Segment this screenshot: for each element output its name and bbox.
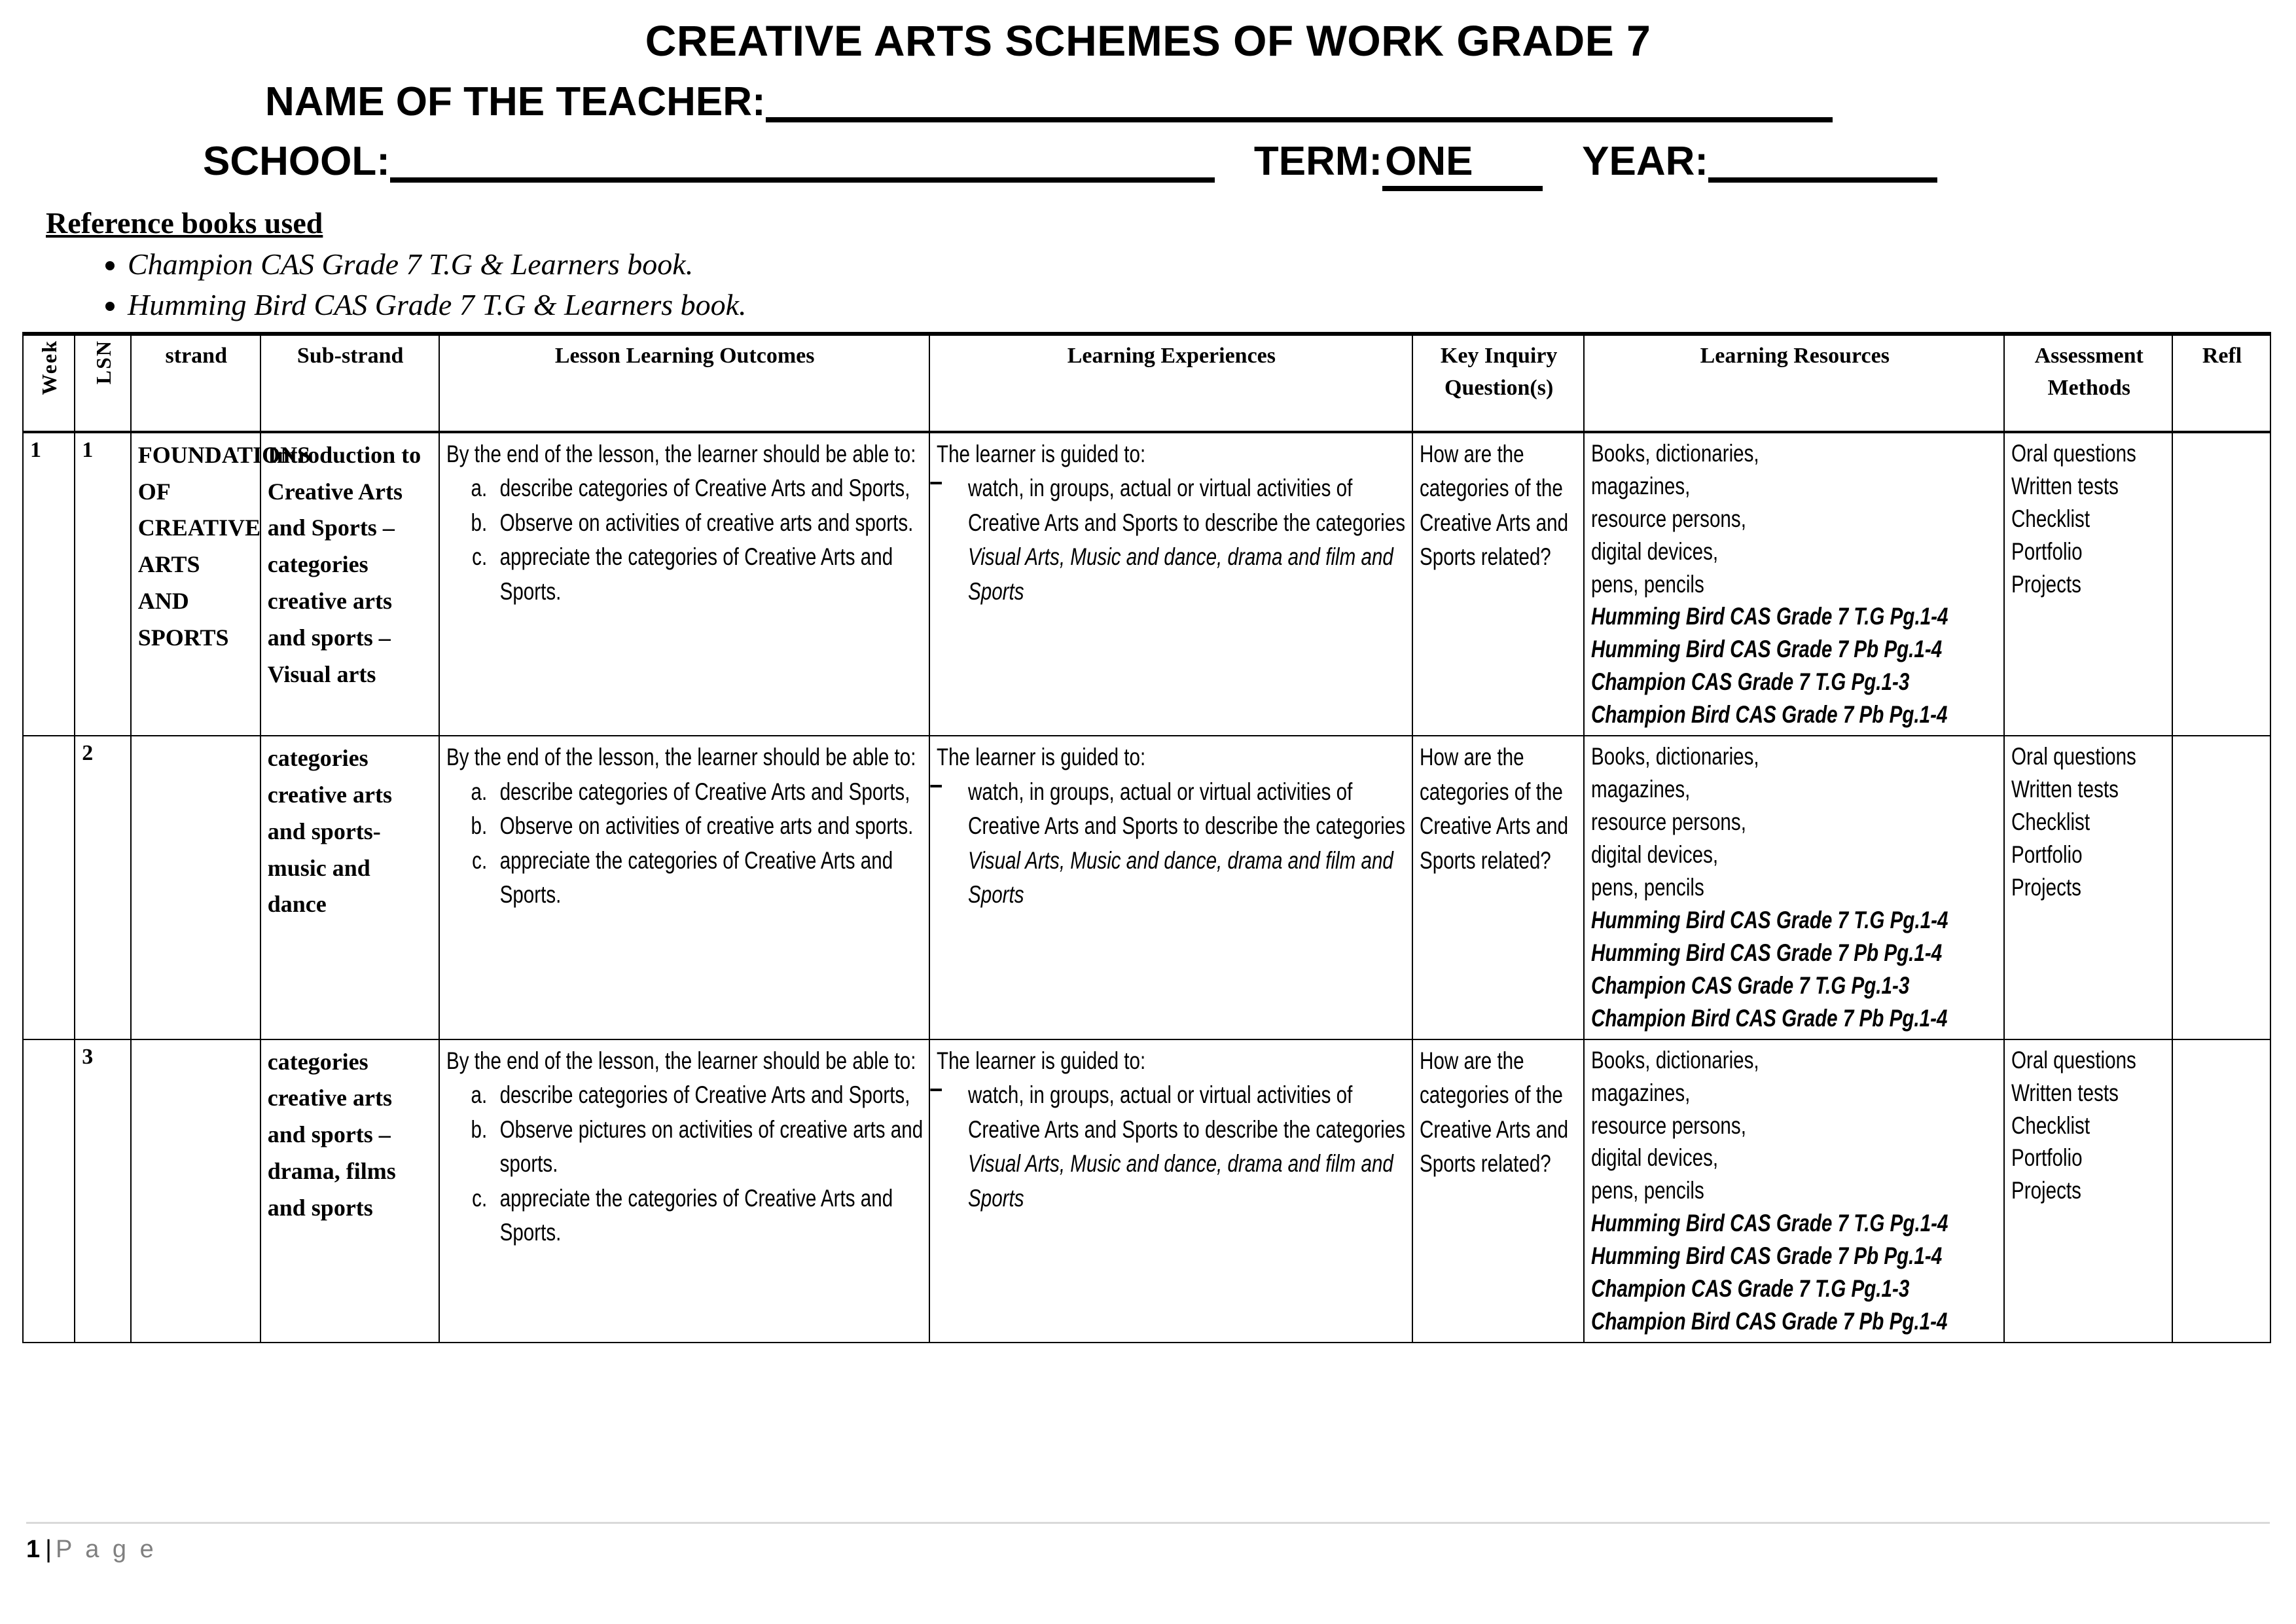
dash-bullet-icon (930, 482, 942, 484)
column-header-strand: strand (131, 334, 260, 432)
table-row (23, 432, 2270, 736)
le-intro: The learner is guided to: (936, 440, 1145, 467)
le-item (968, 775, 1407, 912)
cell-lsn: 3 (75, 1039, 131, 1343)
am-item: Oral questions (2011, 439, 2137, 467)
lr-item: Books, dictionaries, (1591, 439, 1759, 467)
schemes-of-work-table (22, 332, 2271, 1343)
reference-books-heading: Reference books used (46, 206, 323, 240)
lr-book-ref: Champion CAS Grade 7 T.G Pg.1-3 (1591, 1275, 1910, 1303)
column-header-key-inquiry-questions (1412, 334, 1584, 432)
table-row (23, 1039, 2270, 1343)
reference-book-item: • Humming Bird CAS Grade 7 T.G & Learners book. (128, 285, 2296, 325)
lr-book-ref: Humming Bird CAS Grade 7 T.G Pg.1-4 (1591, 906, 1948, 933)
dash-bullet-icon (930, 785, 942, 787)
cell-strand (131, 736, 260, 1039)
llo-item: a. describe categories of Creative Arts and Sports, (492, 471, 924, 506)
am-label-line1: Assessment (2034, 343, 2144, 368)
llo-intro: By the end of the lesson, the learner should be able to: (446, 440, 916, 467)
le-list (937, 471, 1407, 609)
le-intro: The learner is guided to: (936, 744, 1145, 771)
lr-item: Books, dictionaries, (1591, 1046, 1759, 1074)
cell-week (23, 1039, 75, 1343)
column-header-sub-strand: Sub-strand (260, 334, 439, 432)
kiq-text: How are the categories of the Creative Arts and Sports related? (1420, 744, 1569, 874)
footer-page-indicator (26, 1536, 2270, 1564)
column-header-lesson-learning-outcomes: Lesson Learning Outcomes (439, 334, 929, 432)
cell-learning-experiences (929, 736, 1412, 1039)
column-header-lsn: LSN (75, 334, 131, 432)
cell-learning-resources (1584, 736, 2004, 1039)
lr-book-ref: Champion CAS Grade 7 T.G Pg.1-3 (1591, 668, 1910, 696)
cell-assessment-methods (2004, 432, 2172, 736)
lr-book-ref: Humming Bird CAS Grade 7 T.G Pg.1-4 (1591, 603, 1948, 630)
le-item-plain: watch, in groups, actual or virtual activities of Creative Arts and Sports to describe the categories (967, 475, 1405, 536)
lr-list (1591, 740, 1998, 1034)
column-header-learning-experiences: Learning Experiences (929, 334, 1412, 432)
le-item-plain: watch, in groups, actual or virtual activities of Creative Arts and Sports to describe the categories (967, 1081, 1405, 1143)
cell-learning-experiences (929, 432, 1412, 736)
llo-item: b. Observe pictures on activities of creative arts and sports. (492, 1113, 924, 1182)
am-item: Oral questions (2011, 1046, 2137, 1074)
lr-item: pens, pencils (1591, 1177, 1705, 1204)
llo-list (446, 1078, 924, 1250)
am-item: Projects (2011, 570, 2082, 598)
am-item: Checklist (2011, 505, 2090, 532)
lr-book-ref: Humming Bird CAS Grade 7 Pb Pg.1-4 (1591, 1242, 1943, 1270)
cell-lesson-learning-outcomes (439, 736, 929, 1039)
llo-list (446, 775, 924, 912)
am-item: Checklist (2011, 808, 2090, 836)
footer-page-number: 1 (26, 1536, 41, 1563)
cell-lsn: 2 (75, 736, 131, 1039)
llo-intro: By the end of the lesson, the learner should be able to: (446, 744, 916, 771)
am-item: Written tests (2011, 472, 2119, 499)
page-title: CREATIVE ARTS SCHEMES OF WORK GRADE 7 (645, 16, 1651, 65)
kiq-label-line1: Key Inquiry (1440, 343, 1558, 368)
am-item: Portfolio (2011, 537, 2083, 565)
lr-book-ref: Champion Bird CAS Grade 7 Pb Pg.1-4 (1591, 1004, 1948, 1032)
cell-learning-experiences (929, 1039, 1412, 1343)
le-intro: The learner is guided to: (936, 1047, 1145, 1074)
le-item (968, 1078, 1407, 1216)
lr-item: Books, dictionaries, (1591, 743, 1759, 770)
column-header-week: Week (23, 334, 75, 432)
am-item: Projects (2011, 1177, 2082, 1204)
cell-lesson-learning-outcomes (439, 1039, 929, 1343)
footer-separator: | (45, 1536, 52, 1563)
am-item: Checklist (2011, 1111, 2090, 1139)
cell-sub-strand: categories creative arts and sports – drama, films and sports (260, 1039, 439, 1343)
column-header-assessment-methods (2004, 334, 2172, 432)
le-list (937, 1078, 1407, 1216)
lr-book-ref: Humming Bird CAS Grade 7 T.G Pg.1-4 (1591, 1210, 1948, 1237)
am-item: Projects (2011, 873, 2082, 901)
am-label-line2: Methods (2047, 376, 2130, 401)
lr-item: digital devices, (1591, 1144, 1719, 1172)
year-value-blank[interactable] (1708, 142, 1937, 183)
am-list (2011, 437, 2166, 601)
cell-learning-resources (1584, 432, 2004, 736)
llo-intro: By the end of the lesson, the learner should be able to: (446, 1047, 916, 1074)
kiq-text: How are the categories of the Creative Arts and Sports related? (1420, 1047, 1569, 1178)
cell-lesson-learning-outcomes (439, 432, 929, 736)
llo-item: b. Observe on activities of creative arts and sports. (492, 809, 924, 844)
dash-bullet-icon (930, 1089, 942, 1091)
column-header-learning-resources: Learning Resources (1584, 334, 2004, 432)
term-value[interactable]: ONE (1382, 137, 1543, 190)
school-term-year-line (0, 126, 2296, 190)
lr-item: magazines, (1591, 472, 1691, 499)
cell-week (23, 736, 75, 1039)
schemes-table-wrapper (0, 325, 2271, 1343)
llo-item: a. describe categories of Creative Arts and Sports, (492, 775, 924, 810)
le-item-italic: Visual Arts, Music and dance, drama and film and Sports (967, 846, 1393, 909)
cell-refl[interactable] (2172, 432, 2270, 736)
cell-lsn: 1 (75, 432, 131, 736)
cell-key-inquiry-question (1412, 736, 1584, 1039)
lr-book-ref: Humming Bird CAS Grade 7 Pb Pg.1-4 (1591, 636, 1943, 663)
llo-item: a. describe categories of Creative Arts and Sports, (492, 1078, 924, 1113)
le-item (968, 471, 1407, 609)
cell-sub-strand: categories creative arts and sports- music and dance (260, 736, 439, 1039)
school-name-blank[interactable] (390, 142, 1215, 183)
cell-week: 1 (23, 432, 75, 736)
reference-books-list (0, 244, 2296, 325)
am-item: Oral questions (2011, 743, 2137, 770)
cell-strand: FOUNDATIONS OF CREATIVE ARTS AND SPORTS (131, 432, 260, 736)
cell-strand (131, 1039, 260, 1343)
le-list (937, 775, 1407, 912)
table-row (23, 736, 2270, 1039)
teacher-name-blank[interactable] (766, 82, 1833, 122)
column-header-refl: Refl (2172, 334, 2270, 432)
am-list (2011, 1044, 2166, 1208)
footer-divider (26, 1522, 2270, 1524)
cell-assessment-methods (2004, 736, 2172, 1039)
lr-list (1591, 1044, 1998, 1338)
page-footer (26, 1522, 2270, 1564)
term-label: TERM: (1253, 139, 1383, 185)
cell-key-inquiry-question (1412, 432, 1584, 736)
table-header (23, 334, 2270, 432)
llo-item: c. appreciate the categories of Creative Arts and Sports. (492, 1182, 924, 1250)
cell-assessment-methods (2004, 1039, 2172, 1343)
lr-item: pens, pencils (1591, 873, 1705, 901)
lr-book-ref: Champion CAS Grade 7 T.G Pg.1-3 (1591, 971, 1910, 999)
cell-learning-resources (1584, 1039, 2004, 1343)
cell-refl[interactable] (2172, 736, 2270, 1039)
am-list (2011, 740, 2166, 904)
lr-item: resource persons, (1591, 505, 1747, 532)
cell-key-inquiry-question (1412, 1039, 1584, 1343)
lr-item: resource persons, (1591, 808, 1747, 836)
lr-item: resource persons, (1591, 1111, 1747, 1139)
lr-item: pens, pencils (1591, 570, 1705, 598)
year-label: YEAR: (1582, 139, 1709, 185)
am-item: Portfolio (2011, 841, 2083, 869)
llo-item: b. Observe on activities of creative arts and sports. (492, 506, 924, 541)
lr-item: digital devices, (1591, 841, 1719, 869)
llo-item: c. appreciate the categories of Creative Arts and Sports. (492, 540, 924, 609)
cell-sub-strand: Introduction to Creative Arts and Sports – categories creative arts and sports – Visual arts (260, 432, 439, 736)
teacher-name-line (0, 63, 2296, 126)
lr-book-ref: Humming Bird CAS Grade 7 Pb Pg.1-4 (1591, 939, 1943, 966)
llo-list (446, 471, 924, 609)
lr-list (1591, 437, 1998, 731)
kiq-label-line2: Question(s) (1444, 376, 1554, 401)
lr-item: digital devices, (1591, 537, 1719, 565)
llo-item: c. appreciate the categories of Creative Arts and Sports. (492, 844, 924, 912)
cell-refl[interactable] (2172, 1039, 2270, 1343)
table-header-row (23, 334, 2270, 432)
lr-item: magazines, (1591, 776, 1691, 803)
teacher-label: NAME OF THE TEACHER: (265, 79, 766, 125)
school-label: SCHOOL: (203, 139, 390, 185)
kiq-text: How are the categories of the Creative Arts and Sports related? (1420, 440, 1569, 571)
le-item-italic: Visual Arts, Music and dance, drama and film and Sports (967, 543, 1393, 605)
lr-book-ref: Champion Bird CAS Grade 7 Pb Pg.1-4 (1591, 1308, 1948, 1335)
lr-item: magazines, (1591, 1079, 1691, 1106)
le-item-italic: Visual Arts, Music and dance, drama and film and Sports (967, 1150, 1393, 1212)
reference-book-item: • Champion CAS Grade 7 T.G & Learners book. (128, 244, 2296, 285)
table-body (23, 432, 2270, 1343)
le-item-plain: watch, in groups, actual or virtual activities of Creative Arts and Sports to describe the categories (967, 778, 1405, 840)
am-item: Written tests (2011, 776, 2119, 803)
footer-page-label: P a g e (56, 1536, 157, 1563)
am-item: Written tests (2011, 1079, 2119, 1106)
am-item: Portfolio (2011, 1144, 2083, 1172)
lr-book-ref: Champion Bird CAS Grade 7 Pb Pg.1-4 (1591, 701, 1948, 729)
